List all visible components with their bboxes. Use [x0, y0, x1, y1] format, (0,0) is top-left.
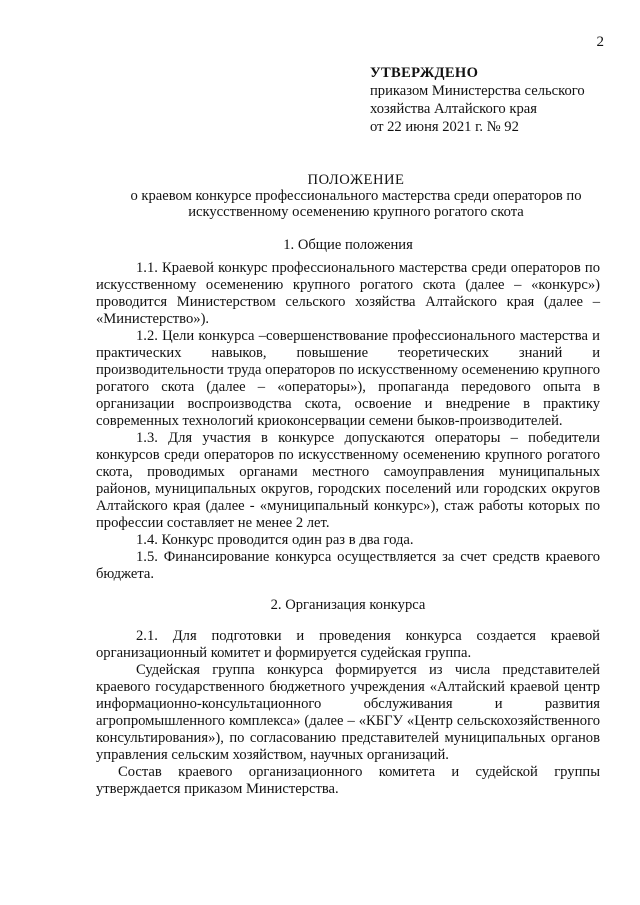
paragraph-1-1: 1.1. Краевой конкурс профессионального мастерства среди операторов по искусственному осеменению крупного рогатого скота (далее – «конкурс») проводится Министерством сельского хозяйства Алтайского края (далее – «Министерство»). — [96, 260, 600, 327]
document-body — [96, 237, 600, 798]
section-2-heading: 2. Организация конкурса — [270, 597, 426, 613]
approval-line-2: хозяйства Алтайского края — [370, 101, 537, 117]
paragraph-2-1: 2.1. Для подготовки и проведения конкурса создается краевой организационный комитет и формируется судейская группа. — [96, 628, 600, 661]
paragraph-1-2: 1.2. Цели конкурса –совершенствование профессионального мастерства и практических навыков, повышение теоретических знаний и производительности труда операторов по искусственному осеменению крупного рогатого скота (далее – «операторы»), пропаганда передового опыта в организации воспроизводства скота, освоение и внедрение в практику современных технологий криоконсервации семени быков-производителей. — [96, 328, 600, 429]
paragraph-2-2: Судейская группа конкурса формируется из числа представителей краевого государственного бюджетного учреждения «Алтайский краевой центр информационно-консультационного обслуживания и развития агропромышленного комплекса» (далее – «КБГУ «Центр сельскохозяйственного консультирования»), по согласованию представителей муниципальных органов управления сельским хозяйством, научных организаций. — [96, 662, 600, 763]
approval-stamp — [370, 64, 585, 136]
paragraph-2-3: Состав краевого организационного комитета и судейской группы утверждается приказом Министерства. — [96, 764, 600, 797]
title-line-2: искусственному осеменению крупного рогатого скота — [188, 204, 524, 220]
paragraph-1-4: 1.4. Конкурс проводится один раз в два года. — [136, 532, 414, 548]
approval-line-3: от 22 июня 2021 г. № 92 — [370, 119, 519, 135]
title-main: ПОЛОЖЕНИЕ — [307, 172, 405, 188]
section-1-heading: 1. Общие положения — [283, 237, 413, 253]
paragraph-1-5: 1.5. Финансирование конкурса осуществляется за счет средств краевого бюджета. — [96, 549, 600, 582]
approval-heading: УТВЕРЖДЕНО — [370, 65, 479, 81]
paragraph-1-3: 1.3. Для участия в конкурсе допускаются операторы – победители конкурсов среди операторов по искусственному осеменению крупного рогатого скота, проводимых органами местного самоуправления муниципальных районов, муниципальных округов, городских поселений или городских округов Алтайского края (далее - «муниципальный конкурс»), стаж работы которых по профессии составляет не менее 2 лет. — [96, 430, 600, 531]
document-title — [96, 172, 616, 220]
approval-line-1: приказом Министерства сельского — [370, 83, 585, 99]
title-line-1: о краевом конкурсе профессионального мастерства среди операторов по — [130, 188, 582, 204]
page-number: 2 — [596, 34, 604, 50]
